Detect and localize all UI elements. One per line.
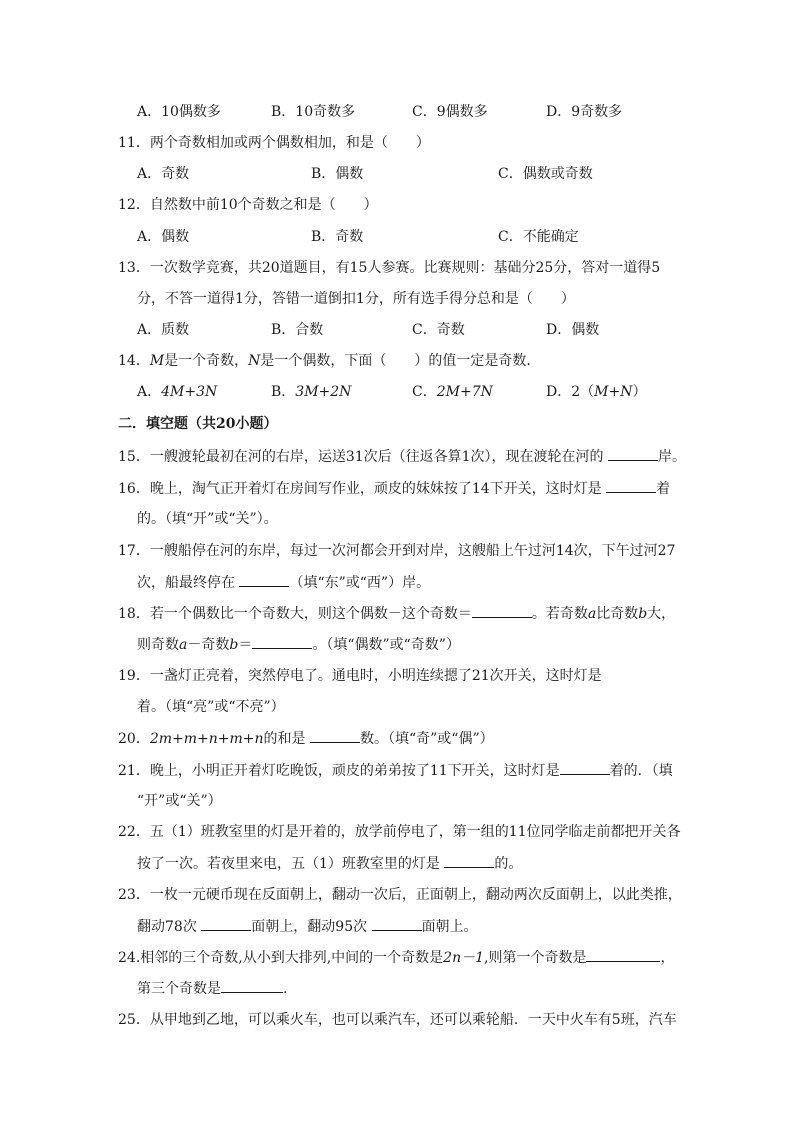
variable-m: M [149, 353, 165, 369]
option-d: D．偶数 [546, 322, 600, 338]
question-15: 15．一艘渡轮最初在河的右岸，运送31次后（往返各算1次），现在渡轮在河的 岸。 [118, 446, 686, 467]
question-16-line-2: 的。（填“开”或“关”）。 [137, 511, 278, 527]
answer-blank[interactable] [472, 603, 532, 618]
question-23-line-1: 23．一枚一元硬币现在反面朝上，翻动一次后，正面朝上，翻动两次反面朝上，以此类推， [118, 887, 682, 903]
answer-blank[interactable] [444, 853, 494, 868]
option-c: C．奇数 [412, 322, 465, 338]
question-14 [118, 351, 540, 371]
answer-blank[interactable] [201, 916, 251, 931]
section-title: 二．填空题（共20小题） [118, 416, 278, 432]
question-text: 是一个偶数，下面（ ）的值一定是奇数． [260, 353, 541, 369]
answer-blank[interactable] [372, 916, 422, 931]
question-22-line-2: 按了一次。若夜里来电，五（1）班教室里的灯是 的。 [137, 853, 522, 874]
question-18-line-2: 则奇数a－奇数b＝ 。（填“偶数”或“奇数”） [137, 634, 460, 655]
question-17-line-2: 次，船最终停在 （填“东”或“西”）岸。 [137, 572, 430, 593]
q14-options [0, 382, 794, 402]
option-a: A．偶数 [137, 229, 190, 245]
question-21-line-1: 21．晚上，小明正开着灯吃晚饭，顽皮的弟弟按了11下开关，这时灯是 着的．（填 [118, 760, 673, 781]
answer-blank[interactable] [252, 634, 312, 649]
option-c: C．9偶数多 [412, 104, 488, 120]
option-a: A．10偶数多 [137, 104, 221, 120]
option-b: B．偶数 [311, 166, 364, 182]
question-22-line-1: 22．五（1）班教室里的灯是开着的，放学前停电了，第一组的11位同学临走前都把开关各 [118, 824, 681, 840]
answer-blank[interactable] [586, 947, 660, 962]
answer-blank[interactable] [608, 446, 658, 461]
question-13-line-1: 13．一次数学竞赛，共20道题目，有15人参赛。比赛规则：基础分25分，答对一道得5 [118, 260, 661, 276]
option-b: B．奇数 [311, 229, 364, 245]
q10-options [0, 102, 794, 122]
variable-n: N [248, 353, 261, 369]
option-a: A．4M+3N [137, 384, 218, 400]
option-c: C．2M+7N [412, 384, 493, 400]
answer-blank[interactable] [310, 728, 360, 743]
question-12: 12．自然数中前10个奇数之和是（ ） [118, 197, 378, 213]
question-17-line-1: 17．一艘船停在河的东岸，每过一次河都会开到对岸，这艘船上午过河14次，下午过河27 [118, 543, 676, 559]
question-19-line-2: 着。（填“亮”或“不亮”） [137, 699, 285, 715]
option-b: B．3M+2N [271, 384, 352, 400]
question-24-line-2: 第三个奇数是 . [137, 978, 287, 999]
answer-blank[interactable] [606, 478, 656, 493]
option-b: B．10奇数多 [271, 104, 356, 120]
question-11: 11．两个奇数相加或两个偶数相加，和是（ ） [118, 135, 430, 151]
option-a: A．奇数 [137, 166, 190, 182]
option-b: B．合数 [271, 322, 324, 338]
question-23-line-2: 翻动78次 面朝上，翻动95次 面朝上。 [137, 916, 478, 937]
question-20: 20．2m+m+n+m+n的和是 数。（填“奇”或“偶”） [118, 728, 494, 749]
q13-options [0, 320, 794, 340]
question-text: 是一个奇数， [164, 353, 249, 369]
question-24-line-1: 24.相邻的三个奇数,从小到大排列,中间的一个奇数是2n－1,则第一个奇数是 ， [118, 947, 674, 968]
answer-blank[interactable] [560, 760, 610, 775]
question-number: 14． [118, 353, 150, 369]
question-13-line-2: 分，不答一道得1分，答错一道倒扣1分，所有选手得分总和是（ ） [137, 291, 575, 307]
answer-blank[interactable] [221, 978, 283, 993]
option-c: C．偶数或奇数 [498, 166, 593, 182]
option-d: D．9奇数多 [546, 104, 623, 120]
q11-options [0, 164, 794, 184]
question-21-line-2: “开”或“关”） [137, 793, 222, 809]
answer-blank[interactable] [239, 572, 289, 587]
question-19-line-1: 19．一盏灯正亮着，突然停电了。通电时，小明连续摁了21次开关，这时灯是 [118, 668, 602, 684]
q12-options [0, 227, 794, 247]
question-18-line-1: 18．若一个偶数比一个奇数大，则这个偶数－这个奇数＝ 。若奇数a比奇数b大， [118, 603, 675, 624]
question-25-line-1: 25．从甲地到乙地，可以乘火车，也可以乘汽车，还可以乘轮船．一天中火车有5班，汽车 [118, 1012, 677, 1028]
option-c: C．不能确定 [498, 229, 579, 245]
question-16-line-1: 16．晚上，淘气正开着灯在房间写作业，顽皮的妹妹按了14下开关，这时灯是 着 [118, 478, 670, 499]
option-d: D．2（M+N） [546, 384, 647, 400]
option-a: A．质数 [137, 322, 190, 338]
